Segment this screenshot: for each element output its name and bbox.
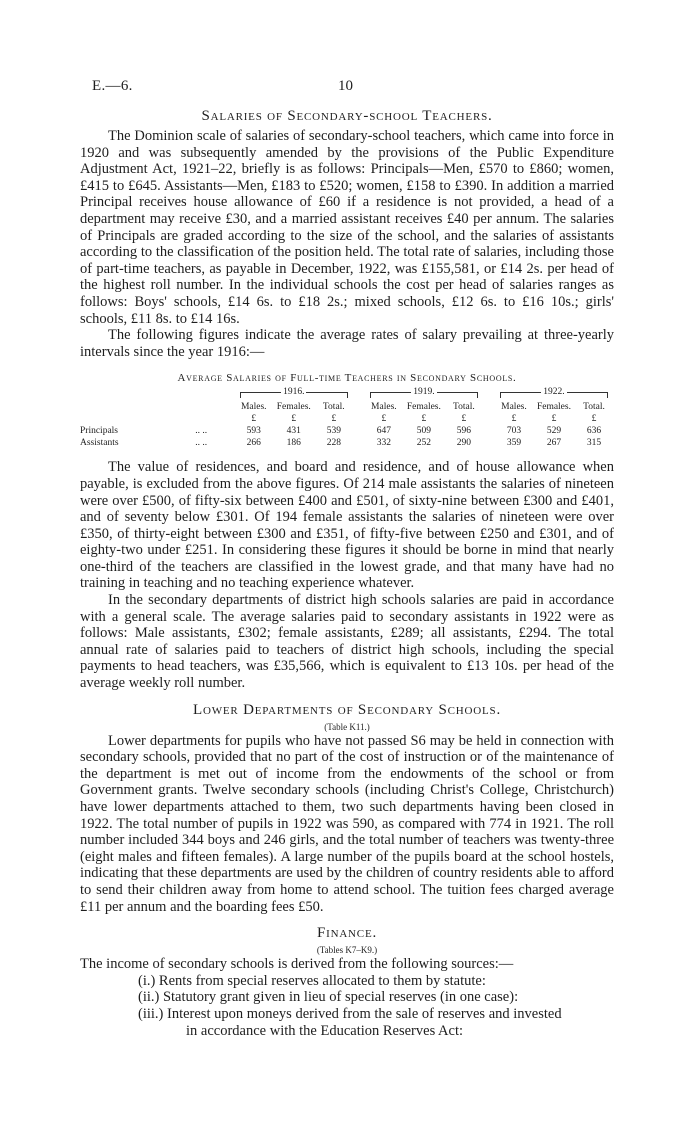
paragraph: The following figures indicate the average rates of salary prevailing at three-yearly intervals since the year 1916:— <box>80 327 614 360</box>
section-heading-lower-departments: Lower Departments of Secondary Schools. <box>192 701 502 718</box>
paragraph: In the secondary departments of district high schools salaries are paid in accordance with a general scale. The average salaries paid to secondary assistants in 1922 were as follows: Male assistants, £302; female assistants, £289; all assistants, £294. The total annual rate of salaries paid to teachers of district high schools, including the special payments to head teachers, was £35,566, which is equivalent to £13 10s. per head of the average weekly roll number. <box>80 592 614 692</box>
list-item: (iii.) Interest upon moneys derived from the sale of reserves and invested <box>138 1005 562 1022</box>
section-heading-finance: Finance. <box>316 925 378 942</box>
section-heading-salaries: Salaries of Secondary-school Teachers. <box>201 108 493 124</box>
list-item-continuation: in accordance with the Education Reserves Act: <box>186 1022 464 1039</box>
table-unit-row: £ £ £ £ £ £ £ £ £ <box>251 414 597 425</box>
table-row: Assistants .. .. 266 186 228 332 252 290 359 267 315 <box>80 438 602 449</box>
paragraph: Lower departments for pupils who have not passed S6 may be held in connection with secondary schools, provided that no part of the cost of instruction or of the maintenance of the department is met out of income from the endowments of the school or from Government grants. Twelve secondary schools (including Christ's College, Christchurch) have lower departments attached to them, two such departments having been closed in 1922. The total number of pupils in 1922 was 590, as compared with 774 in 1921. The roll number included 344 boys and 246 girls, and the total number of teachers was twenty-three (eight males and fifteen females). A large number of the pupils board at the school hostels, indicating that these departments are used by the children of country residents able to afford to send their children away from home to attend school. The tuition fees charged average £11 per annum and the boarding fees £50. <box>80 732 614 915</box>
table-row: Principals .. .. 593 431 539 647 509 596 703 529 636 <box>80 426 602 437</box>
table-reference: (Tables K7–K9.) <box>316 945 378 956</box>
table-reference: (Table K11.) <box>324 721 370 732</box>
document-body <box>80 108 614 1039</box>
table-title: Average Salaries of Full-time Teachers in Secondary Schools. <box>177 372 517 385</box>
document-code: E.—6. <box>92 78 133 94</box>
page-number: 10 <box>338 78 353 94</box>
list-item: (i.) Rents from special reserves allocated to them by statute: <box>138 972 486 989</box>
group-header: 1922. <box>494 387 614 401</box>
list-intro: The income of secondary schools is derived from the following sources:— <box>80 956 514 973</box>
finance-sources-list <box>80 956 614 1039</box>
group-header: 1916. <box>234 387 354 401</box>
paragraph: The value of residences, and board and residence, and of house allowance when payable, is excluded from the above figures. Of 214 male assistants the salaries of nineteen were over £500, of fifty-six between £400 and £501, of sixty-nine between £300 and £401, and of seventy below £301. Of 194 female assistants the salaries of nineteen were over £350, of thirty-eight between £300 and £351, of fifty-five between £250 and £301, and of eighty-two under £251. In considering these figures it should be borne in mind that nearly one-third of the teachers are classified in the lowest grade, and that many have had no training in teaching and no teaching experience whatever. <box>80 459 614 592</box>
paragraph: The Dominion scale of salaries of secondary-school teachers, which came into force in 1920 and was subsequently amended by the provisions of the Public Expenditure Adjustment Act, 1921–22, briefly is as follows: Principals—Men, £570 to £860; women, £415 to £645. Assistants—Men, £183 to £520; women, £158 to £390. In addition a married Principal receives house allowance of £60 if a residence is not provided, a head of a department may receive £30, and a married assistant receives £40 per annum. The salaries of Principals are graded according to the size of the school, and the salaries of assistants according to the classification of the position held. The total rate of salaries, including those of part-time teachers, as payable in December, 1922, was £155,581, or £14 2s. per head of the highest roll number. In the individual schools the cost per head of salaries ranges as follows: Boys' schools, £14 6s. to £18 2s.; mixed schools, £12 6s. to £16 10s.; girls' schools, £11 8s. to £14 16s. <box>80 128 614 327</box>
table-column-header-row: Males. Females. Total. Males. Females. Total. Males. Females. Total. <box>240 402 605 413</box>
list-item: (ii.) Statutory grant given in lieu of special reserves (in one case): <box>138 989 519 1006</box>
table-group-header-row <box>80 387 614 401</box>
group-header: 1919. <box>364 387 484 401</box>
salary-table <box>80 372 614 449</box>
